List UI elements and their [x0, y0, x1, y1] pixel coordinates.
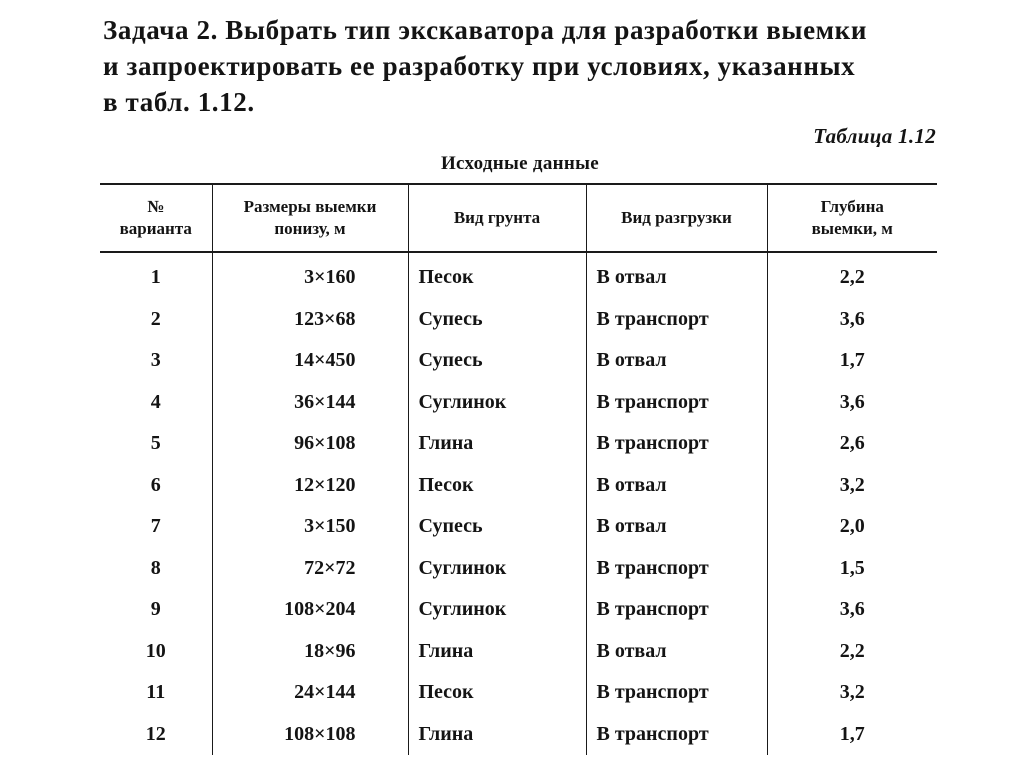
- cell-depth: 3,6: [767, 382, 937, 424]
- table-row: [100, 299, 937, 341]
- cell-unload: В отвал: [586, 340, 767, 382]
- cell-depth: 1,7: [767, 714, 937, 756]
- header-size: [212, 184, 408, 252]
- cell-variant: 10: [145, 639, 166, 662]
- table-number: Таблица 1.12: [813, 124, 936, 148]
- cell-size: 3×160: [212, 252, 408, 299]
- cell-variant: 9: [150, 598, 161, 621]
- cell-soil: Глина: [408, 423, 586, 465]
- cell-variant: 4: [150, 390, 161, 413]
- cell-size: 3×150: [212, 506, 408, 548]
- table-row: [100, 252, 937, 299]
- cell-variant: 8: [150, 556, 161, 579]
- cell-unload: В отвал: [586, 252, 767, 299]
- cell-depth: 3,2: [767, 672, 937, 714]
- table-caption: [0, 153, 1024, 175]
- table-row: [100, 382, 937, 424]
- cell-soil: Глина: [408, 631, 586, 673]
- table-caption-text: Исходные данные: [440, 153, 600, 174]
- cell-soil: Суглинок: [408, 589, 586, 631]
- header-depth-line: Глубина: [820, 197, 884, 216]
- header-unload-text: Вид разгрузки: [621, 208, 732, 227]
- header-variant: [100, 184, 212, 252]
- cell-size: 108×108: [212, 714, 408, 756]
- cell-unload: В отвал: [586, 506, 767, 548]
- header-variant-line: №: [147, 197, 165, 216]
- cell-variant: 1: [150, 266, 161, 289]
- cell-soil: Супесь: [408, 340, 586, 382]
- cell-variant: 12: [145, 722, 166, 745]
- cell-depth: 2,2: [767, 631, 937, 673]
- cell-size: 14×450: [212, 340, 408, 382]
- cell-soil: Суглинок: [408, 548, 586, 590]
- cell-size: 36×144: [212, 382, 408, 424]
- cell-unload: В транспорт: [586, 382, 767, 424]
- header-unload: [586, 184, 767, 252]
- cell-size: 18×96: [212, 631, 408, 673]
- table-row: [100, 672, 937, 714]
- cell-variant: 3: [150, 349, 161, 372]
- table-row: [100, 506, 937, 548]
- header-size-line: Размеры выемки: [243, 197, 377, 216]
- cell-depth: 2,2: [767, 252, 937, 299]
- header-size-line: понизу, м: [274, 219, 346, 238]
- cell-depth: 3,6: [767, 589, 937, 631]
- header-depth: [767, 184, 937, 252]
- table-row: [100, 714, 937, 756]
- cell-unload: В отвал: [586, 465, 767, 507]
- cell-unload: В транспорт: [586, 589, 767, 631]
- source-data-table: [100, 183, 937, 755]
- cell-soil: Глина: [408, 714, 586, 756]
- task-line: Задача 2. Выбрать тип экскаватора для разработки выемки: [103, 15, 867, 45]
- cell-size: 123×68: [212, 299, 408, 341]
- cell-depth: 2,6: [767, 423, 937, 465]
- table-row: [100, 631, 937, 673]
- cell-unload: В транспорт: [586, 672, 767, 714]
- cell-depth: 3,2: [767, 465, 937, 507]
- cell-soil: Суглинок: [408, 382, 586, 424]
- header-soil-text: Вид грунта: [453, 208, 541, 227]
- header-depth-line: выемки, м: [811, 219, 893, 238]
- header-variant-line: варианта: [119, 219, 192, 238]
- table-row: [100, 340, 937, 382]
- cell-depth: 1,7: [767, 340, 937, 382]
- cell-size: 108×204: [212, 589, 408, 631]
- table-row: [100, 465, 937, 507]
- cell-depth: 3,6: [767, 299, 937, 341]
- cell-soil: Песок: [408, 252, 586, 299]
- cell-soil: Песок: [408, 465, 586, 507]
- cell-depth: 1,5: [767, 548, 937, 590]
- cell-unload: В транспорт: [586, 548, 767, 590]
- table-row: [100, 548, 937, 590]
- cell-variant: 5: [150, 432, 161, 455]
- task-line: и запроектировать ее разработку при условиях, указанных: [103, 51, 856, 81]
- table-row: [100, 423, 937, 465]
- cell-unload: В транспорт: [586, 299, 767, 341]
- cell-variant: 2: [150, 307, 161, 330]
- cell-size: 72×72: [212, 548, 408, 590]
- cell-soil: Песок: [408, 672, 586, 714]
- task-line: в табл. 1.12.: [103, 87, 255, 117]
- cell-variant: 6: [150, 473, 161, 496]
- cell-depth: 2,0: [767, 506, 937, 548]
- cell-soil: Супесь: [408, 299, 586, 341]
- cell-size: 96×108: [212, 423, 408, 465]
- header-soil: [408, 184, 586, 252]
- cell-variant: 11: [146, 681, 166, 704]
- cell-unload: В транспорт: [586, 714, 767, 756]
- cell-size: 12×120: [212, 465, 408, 507]
- cell-unload: В транспорт: [586, 423, 767, 465]
- cell-variant: 7: [150, 515, 161, 538]
- task-statement: [103, 12, 943, 120]
- cell-soil: Супесь: [408, 506, 586, 548]
- table-header-row: [100, 184, 937, 252]
- cell-unload: В отвал: [586, 631, 767, 673]
- cell-size: 24×144: [212, 672, 408, 714]
- table-row: [100, 589, 937, 631]
